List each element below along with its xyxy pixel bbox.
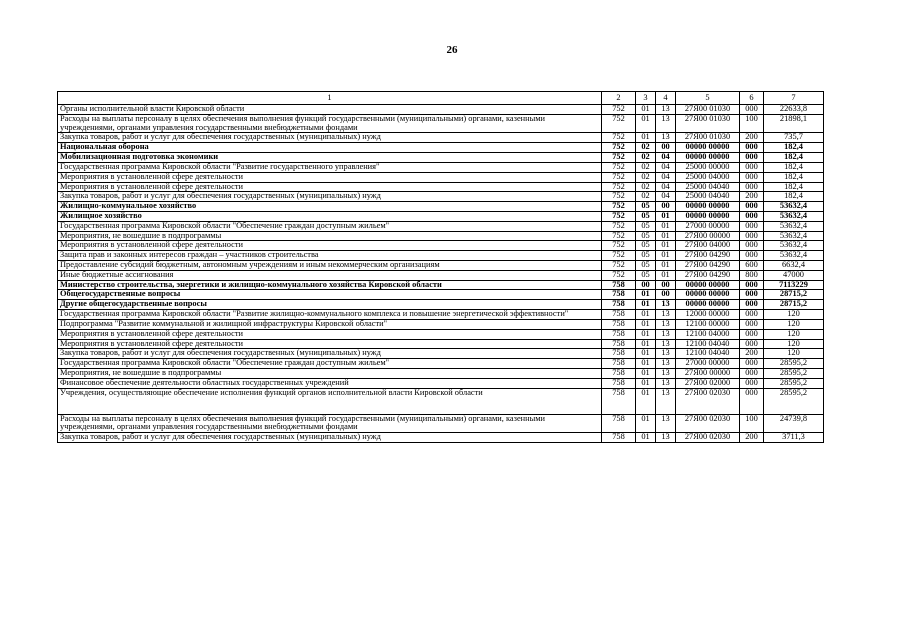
row-subsection-cell: 13	[656, 310, 676, 320]
row-amount-cell: 6632,4	[764, 261, 824, 271]
row-name-cell: Мероприятия в установленной сфере деятельности	[58, 182, 602, 192]
row-target-article-cell: 27000 00000	[676, 221, 740, 231]
row-ministry-code-cell: 758	[602, 349, 636, 359]
row-target-article-cell: 27Я00 01030	[676, 114, 740, 133]
table-row	[58, 378, 824, 388]
row-name-cell: Органы исполнительной власти Кировской области	[58, 105, 602, 115]
row-name-cell: Подпрограмма "Развитие коммунальной и жилищной инфраструктуры Кировской области"	[58, 319, 602, 329]
row-amount-cell: 53632,4	[764, 221, 824, 231]
row-subsection-cell: 13	[656, 300, 676, 310]
row-section-cell: 01	[636, 414, 656, 433]
row-expense-type-cell: 000	[740, 231, 764, 241]
row-ministry-code-cell: 758	[602, 378, 636, 388]
row-amount-cell: 22633,8	[764, 105, 824, 115]
row-expense-type-cell: 000	[740, 319, 764, 329]
table-row	[58, 241, 824, 251]
row-section-cell: 01	[636, 105, 656, 115]
row-section-cell: 02	[636, 182, 656, 192]
row-target-article-cell: 12100 04040	[676, 349, 740, 359]
row-section-cell: 05	[636, 231, 656, 241]
row-target-article-cell: 27Я00 02000	[676, 378, 740, 388]
row-section-cell: 05	[636, 241, 656, 251]
row-amount-cell: 3711,3	[764, 433, 824, 443]
row-amount-cell: 7113229	[764, 280, 824, 290]
row-amount-cell: 28595,2	[764, 359, 824, 369]
row-expense-type-cell: 000	[740, 211, 764, 221]
row-expense-type-cell: 000	[740, 105, 764, 115]
row-amount-cell: 182,4	[764, 192, 824, 202]
header-col-4: 4	[656, 92, 676, 105]
row-section-cell: 01	[636, 339, 656, 349]
row-target-article-cell: 00000 00000	[676, 280, 740, 290]
row-section-cell: 01	[636, 114, 656, 133]
row-amount-cell: 53632,4	[764, 202, 824, 212]
table-row	[58, 319, 824, 329]
row-section-cell: 02	[636, 162, 656, 172]
row-ministry-code-cell: 758	[602, 329, 636, 339]
row-name-cell: Жилищное хозяйство	[58, 211, 602, 221]
table-row	[58, 202, 824, 212]
table-row	[58, 300, 824, 310]
row-amount-cell: 28595,2	[764, 388, 824, 414]
row-name-cell: Другие общегосударственные вопросы	[58, 300, 602, 310]
row-target-article-cell: 25000 00000	[676, 162, 740, 172]
row-target-article-cell: 00000 00000	[676, 153, 740, 163]
row-target-article-cell: 25000 04040	[676, 192, 740, 202]
row-subsection-cell: 13	[656, 133, 676, 143]
table-header-row	[58, 92, 824, 105]
row-target-article-cell: 27Я00 04290	[676, 270, 740, 280]
row-name-cell: Государственная программа Кировской области "Развитие жилищно-коммунального комплекса и повышение энергетической эффективности"	[58, 310, 602, 320]
row-subsection-cell: 13	[656, 349, 676, 359]
row-amount-cell: 182,4	[764, 182, 824, 192]
row-ministry-code-cell: 752	[602, 270, 636, 280]
row-subsection-cell: 00	[656, 290, 676, 300]
row-subsection-cell: 01	[656, 211, 676, 221]
row-target-article-cell: 12100 04000	[676, 329, 740, 339]
row-expense-type-cell: 000	[740, 359, 764, 369]
row-subsection-cell: 13	[656, 378, 676, 388]
row-name-cell: Мероприятия, не вошедшие в подпрограммы	[58, 368, 602, 378]
table-row	[58, 359, 824, 369]
row-name-cell: Мероприятия в установленной сфере деятельности	[58, 339, 602, 349]
row-section-cell: 05	[636, 211, 656, 221]
row-target-article-cell: 00000 00000	[676, 300, 740, 310]
row-section-cell: 02	[636, 172, 656, 182]
table-row	[58, 388, 824, 414]
row-ministry-code-cell: 752	[602, 172, 636, 182]
row-subsection-cell: 01	[656, 270, 676, 280]
row-name-cell: Министерство строительства, энергетики и жилищно-коммунального хозяйства Кировской области	[58, 280, 602, 290]
row-section-cell: 02	[636, 192, 656, 202]
row-expense-type-cell: 000	[740, 172, 764, 182]
table-row	[58, 310, 824, 320]
row-ministry-code-cell: 758	[602, 280, 636, 290]
row-name-cell: Мероприятия, не вошедшие в подпрограммы	[58, 231, 602, 241]
row-section-cell: 01	[636, 359, 656, 369]
row-amount-cell: 120	[764, 339, 824, 349]
row-amount-cell: 182,4	[764, 143, 824, 153]
row-ministry-code-cell: 752	[602, 133, 636, 143]
row-amount-cell: 28715,2	[764, 300, 824, 310]
row-expense-type-cell: 200	[740, 433, 764, 443]
table-row	[58, 368, 824, 378]
row-expense-type-cell: 000	[740, 182, 764, 192]
row-amount-cell: 21898,1	[764, 114, 824, 133]
row-target-article-cell: 27Я00 04000	[676, 241, 740, 251]
row-ministry-code-cell: 758	[602, 339, 636, 349]
row-ministry-code-cell: 752	[602, 114, 636, 133]
table-row	[58, 153, 824, 163]
header-col-7: 7	[764, 92, 824, 105]
row-expense-type-cell: 000	[740, 368, 764, 378]
row-expense-type-cell: 000	[740, 300, 764, 310]
row-target-article-cell: 27Я00 00000	[676, 231, 740, 241]
row-subsection-cell: 00	[656, 202, 676, 212]
table-row	[58, 192, 824, 202]
row-subsection-cell: 01	[656, 221, 676, 231]
row-subsection-cell: 13	[656, 414, 676, 433]
row-amount-cell: 735,7	[764, 133, 824, 143]
row-section-cell: 01	[636, 310, 656, 320]
row-target-article-cell: 27Я00 04290	[676, 261, 740, 271]
row-amount-cell: 182,4	[764, 153, 824, 163]
row-target-article-cell: 27000 00000	[676, 359, 740, 369]
row-section-cell: 01	[636, 133, 656, 143]
row-ministry-code-cell: 752	[602, 221, 636, 231]
row-amount-cell: 53632,4	[764, 211, 824, 221]
row-name-cell: Жилищно-коммунальное хозяйство	[58, 202, 602, 212]
row-ministry-code-cell: 752	[602, 162, 636, 172]
row-target-article-cell: 12100 00000	[676, 319, 740, 329]
row-expense-type-cell: 000	[740, 290, 764, 300]
row-subsection-cell: 01	[656, 241, 676, 251]
table-row	[58, 143, 824, 153]
row-ministry-code-cell: 752	[602, 261, 636, 271]
row-name-cell: Финансовое обеспечение деятельности областных государственных учреждений	[58, 378, 602, 388]
row-subsection-cell: 04	[656, 162, 676, 172]
row-ministry-code-cell: 758	[602, 414, 636, 433]
row-name-cell: Мобилизационная подготовка экономики	[58, 153, 602, 163]
table-row	[58, 349, 824, 359]
row-expense-type-cell: 100	[740, 414, 764, 433]
table-row	[58, 251, 824, 261]
row-amount-cell: 120	[764, 329, 824, 339]
row-ministry-code-cell: 752	[602, 251, 636, 261]
row-target-article-cell: 00000 00000	[676, 143, 740, 153]
row-subsection-cell: 13	[656, 339, 676, 349]
row-ministry-code-cell: 758	[602, 319, 636, 329]
row-target-article-cell: 00000 00000	[676, 211, 740, 221]
row-ministry-code-cell: 752	[602, 105, 636, 115]
row-target-article-cell: 27Я00 00000	[676, 368, 740, 378]
row-target-article-cell: 12000 00000	[676, 310, 740, 320]
row-name-cell: Национальная оборона	[58, 143, 602, 153]
row-name-cell: Общегосударственные вопросы	[58, 290, 602, 300]
row-expense-type-cell: 000	[740, 280, 764, 290]
row-name-cell: Расходы на выплаты персоналу в целях обеспечения выполнения функций государственными (муниципальными) органами, казенными учреждениями, органами управления государственными внебюджетными фондами	[58, 114, 602, 133]
row-subsection-cell: 13	[656, 359, 676, 369]
row-section-cell: 01	[636, 349, 656, 359]
row-amount-cell: 182,4	[764, 162, 824, 172]
row-name-cell: Мероприятия в установленной сфере деятельности	[58, 172, 602, 182]
row-section-cell: 01	[636, 433, 656, 443]
row-section-cell: 02	[636, 153, 656, 163]
row-expense-type-cell: 000	[740, 329, 764, 339]
row-ministry-code-cell: 758	[602, 310, 636, 320]
row-expense-type-cell: 000	[740, 388, 764, 414]
row-name-cell: Государственная программа Кировской области "Развитие государственного управления"	[58, 162, 602, 172]
row-ministry-code-cell: 752	[602, 153, 636, 163]
table-row	[58, 339, 824, 349]
row-amount-cell: 120	[764, 310, 824, 320]
row-target-article-cell: 27Я00 04290	[676, 251, 740, 261]
row-section-cell: 05	[636, 221, 656, 231]
row-ministry-code-cell: 752	[602, 241, 636, 251]
header-col-1: 1	[58, 92, 602, 105]
row-amount-cell: 120	[764, 349, 824, 359]
row-section-cell: 01	[636, 378, 656, 388]
row-name-cell: Расходы на выплаты персоналу в целях обеспечения выполнения функций государственными (муниципальными) органами, казенными учреждениями, органами управления государственными внебюджетными фондами	[58, 414, 602, 433]
page-number: 26	[446, 44, 458, 56]
row-subsection-cell: 04	[656, 182, 676, 192]
row-expense-type-cell: 000	[740, 202, 764, 212]
row-subsection-cell: 00	[656, 280, 676, 290]
table-row	[58, 280, 824, 290]
row-section-cell: 01	[636, 388, 656, 414]
row-expense-type-cell: 200	[740, 133, 764, 143]
row-expense-type-cell: 000	[740, 339, 764, 349]
row-section-cell: 05	[636, 251, 656, 261]
row-subsection-cell: 13	[656, 105, 676, 115]
row-name-cell: Закупка товаров, работ и услуг для обеспечения государственных (муниципальных) нужд	[58, 433, 602, 443]
row-target-article-cell: 27Я00 01030	[676, 133, 740, 143]
row-name-cell: Закупка товаров, работ и услуг для обеспечения государственных (муниципальных) нужд	[58, 133, 602, 143]
row-subsection-cell: 13	[656, 368, 676, 378]
row-amount-cell: 24739,8	[764, 414, 824, 433]
row-ministry-code-cell: 758	[602, 359, 636, 369]
table-row	[58, 133, 824, 143]
row-subsection-cell: 13	[656, 329, 676, 339]
row-ministry-code-cell: 758	[602, 368, 636, 378]
row-ministry-code-cell: 758	[602, 290, 636, 300]
row-expense-type-cell: 200	[740, 349, 764, 359]
row-name-cell: Учреждения, осуществляющие обеспечение исполнения функций органов исполнительной власти Кировской области	[58, 388, 602, 414]
row-amount-cell: 28715,2	[764, 290, 824, 300]
header-col-6: 6	[740, 92, 764, 105]
row-expense-type-cell: 100	[740, 114, 764, 133]
header-col-2: 2	[602, 92, 636, 105]
row-ministry-code-cell: 752	[602, 231, 636, 241]
row-section-cell: 05	[636, 202, 656, 212]
row-section-cell: 05	[636, 270, 656, 280]
row-target-article-cell: 12100 04040	[676, 339, 740, 349]
row-ministry-code-cell: 752	[602, 211, 636, 221]
row-section-cell: 05	[636, 261, 656, 271]
row-subsection-cell: 13	[656, 319, 676, 329]
row-amount-cell: 47000	[764, 270, 824, 280]
row-subsection-cell: 13	[656, 433, 676, 443]
row-ministry-code-cell: 752	[602, 202, 636, 212]
row-expense-type-cell: 000	[740, 153, 764, 163]
row-ministry-code-cell: 752	[602, 182, 636, 192]
row-name-cell: Защита прав и законных интересов граждан – участников строительства	[58, 251, 602, 261]
row-subsection-cell: 13	[656, 388, 676, 414]
row-subsection-cell: 01	[656, 231, 676, 241]
row-name-cell: Закупка товаров, работ и услуг для обеспечения государственных (муниципальных) нужд	[58, 349, 602, 359]
row-expense-type-cell: 000	[740, 241, 764, 251]
row-section-cell: 02	[636, 143, 656, 153]
row-section-cell: 01	[636, 290, 656, 300]
table-row	[58, 270, 824, 280]
row-amount-cell: 28595,2	[764, 368, 824, 378]
row-target-article-cell: 00000 00000	[676, 202, 740, 212]
table-body	[58, 105, 824, 443]
table-row	[58, 231, 824, 241]
row-expense-type-cell: 000	[740, 162, 764, 172]
row-section-cell: 01	[636, 329, 656, 339]
row-name-cell: Закупка товаров, работ и услуг для обеспечения государственных (муниципальных) нужд	[58, 192, 602, 202]
table-row	[58, 329, 824, 339]
row-expense-type-cell: 000	[740, 310, 764, 320]
table-row	[58, 162, 824, 172]
row-name-cell: Государственная программа Кировской области "Обеспечение граждан доступным жильем"	[58, 359, 602, 369]
row-amount-cell: 53632,4	[764, 251, 824, 261]
header-col-5: 5	[676, 92, 740, 105]
row-subsection-cell: 00	[656, 143, 676, 153]
row-ministry-code-cell: 758	[602, 433, 636, 443]
table-row	[58, 433, 824, 443]
row-amount-cell: 182,4	[764, 172, 824, 182]
row-name-cell: Мероприятия в установленной сфере деятельности	[58, 329, 602, 339]
row-expense-type-cell: 000	[740, 251, 764, 261]
row-name-cell: Предоставление субсидий бюджетным, автономным учреждениям и иным некоммерческим организациям	[58, 261, 602, 271]
table-row	[58, 261, 824, 271]
row-target-article-cell: 25000 04000	[676, 172, 740, 182]
budget-table	[57, 91, 824, 443]
row-target-article-cell: 27Я00 02030	[676, 414, 740, 433]
row-name-cell: Государственная программа Кировской области "Обеспечение граждан доступным жильем"	[58, 221, 602, 231]
table-row	[58, 182, 824, 192]
row-amount-cell: 28595,2	[764, 378, 824, 388]
row-expense-type-cell: 600	[740, 261, 764, 271]
row-subsection-cell: 01	[656, 251, 676, 261]
row-amount-cell: 53632,4	[764, 241, 824, 251]
table-row	[58, 290, 824, 300]
table-row	[58, 211, 824, 221]
row-name-cell: Мероприятия в установленной сфере деятельности	[58, 241, 602, 251]
row-expense-type-cell: 000	[740, 378, 764, 388]
table-row	[58, 114, 824, 133]
row-section-cell: 00	[636, 280, 656, 290]
row-section-cell: 01	[636, 368, 656, 378]
row-subsection-cell: 01	[656, 261, 676, 271]
row-subsection-cell: 04	[656, 172, 676, 182]
row-target-article-cell: 27Я00 01030	[676, 105, 740, 115]
table-row	[58, 105, 824, 115]
row-ministry-code-cell: 758	[602, 300, 636, 310]
row-target-article-cell: 00000 00000	[676, 290, 740, 300]
row-ministry-code-cell: 758	[602, 388, 636, 414]
table-row	[58, 221, 824, 231]
row-target-article-cell: 27Я00 02030	[676, 433, 740, 443]
table-row	[58, 172, 824, 182]
row-section-cell: 01	[636, 300, 656, 310]
row-ministry-code-cell: 752	[602, 143, 636, 153]
row-subsection-cell: 04	[656, 153, 676, 163]
row-expense-type-cell: 000	[740, 221, 764, 231]
row-subsection-cell: 04	[656, 192, 676, 202]
table-row	[58, 414, 824, 433]
row-expense-type-cell: 800	[740, 270, 764, 280]
header-col-3: 3	[636, 92, 656, 105]
row-amount-cell: 120	[764, 319, 824, 329]
row-section-cell: 01	[636, 319, 656, 329]
row-amount-cell: 53632,4	[764, 231, 824, 241]
row-expense-type-cell: 200	[740, 192, 764, 202]
row-subsection-cell: 13	[656, 114, 676, 133]
row-target-article-cell: 27Я00 02030	[676, 388, 740, 414]
row-ministry-code-cell: 752	[602, 192, 636, 202]
row-expense-type-cell: 000	[740, 143, 764, 153]
row-target-article-cell: 25000 04040	[676, 182, 740, 192]
row-name-cell: Иные бюджетные ассигнования	[58, 270, 602, 280]
